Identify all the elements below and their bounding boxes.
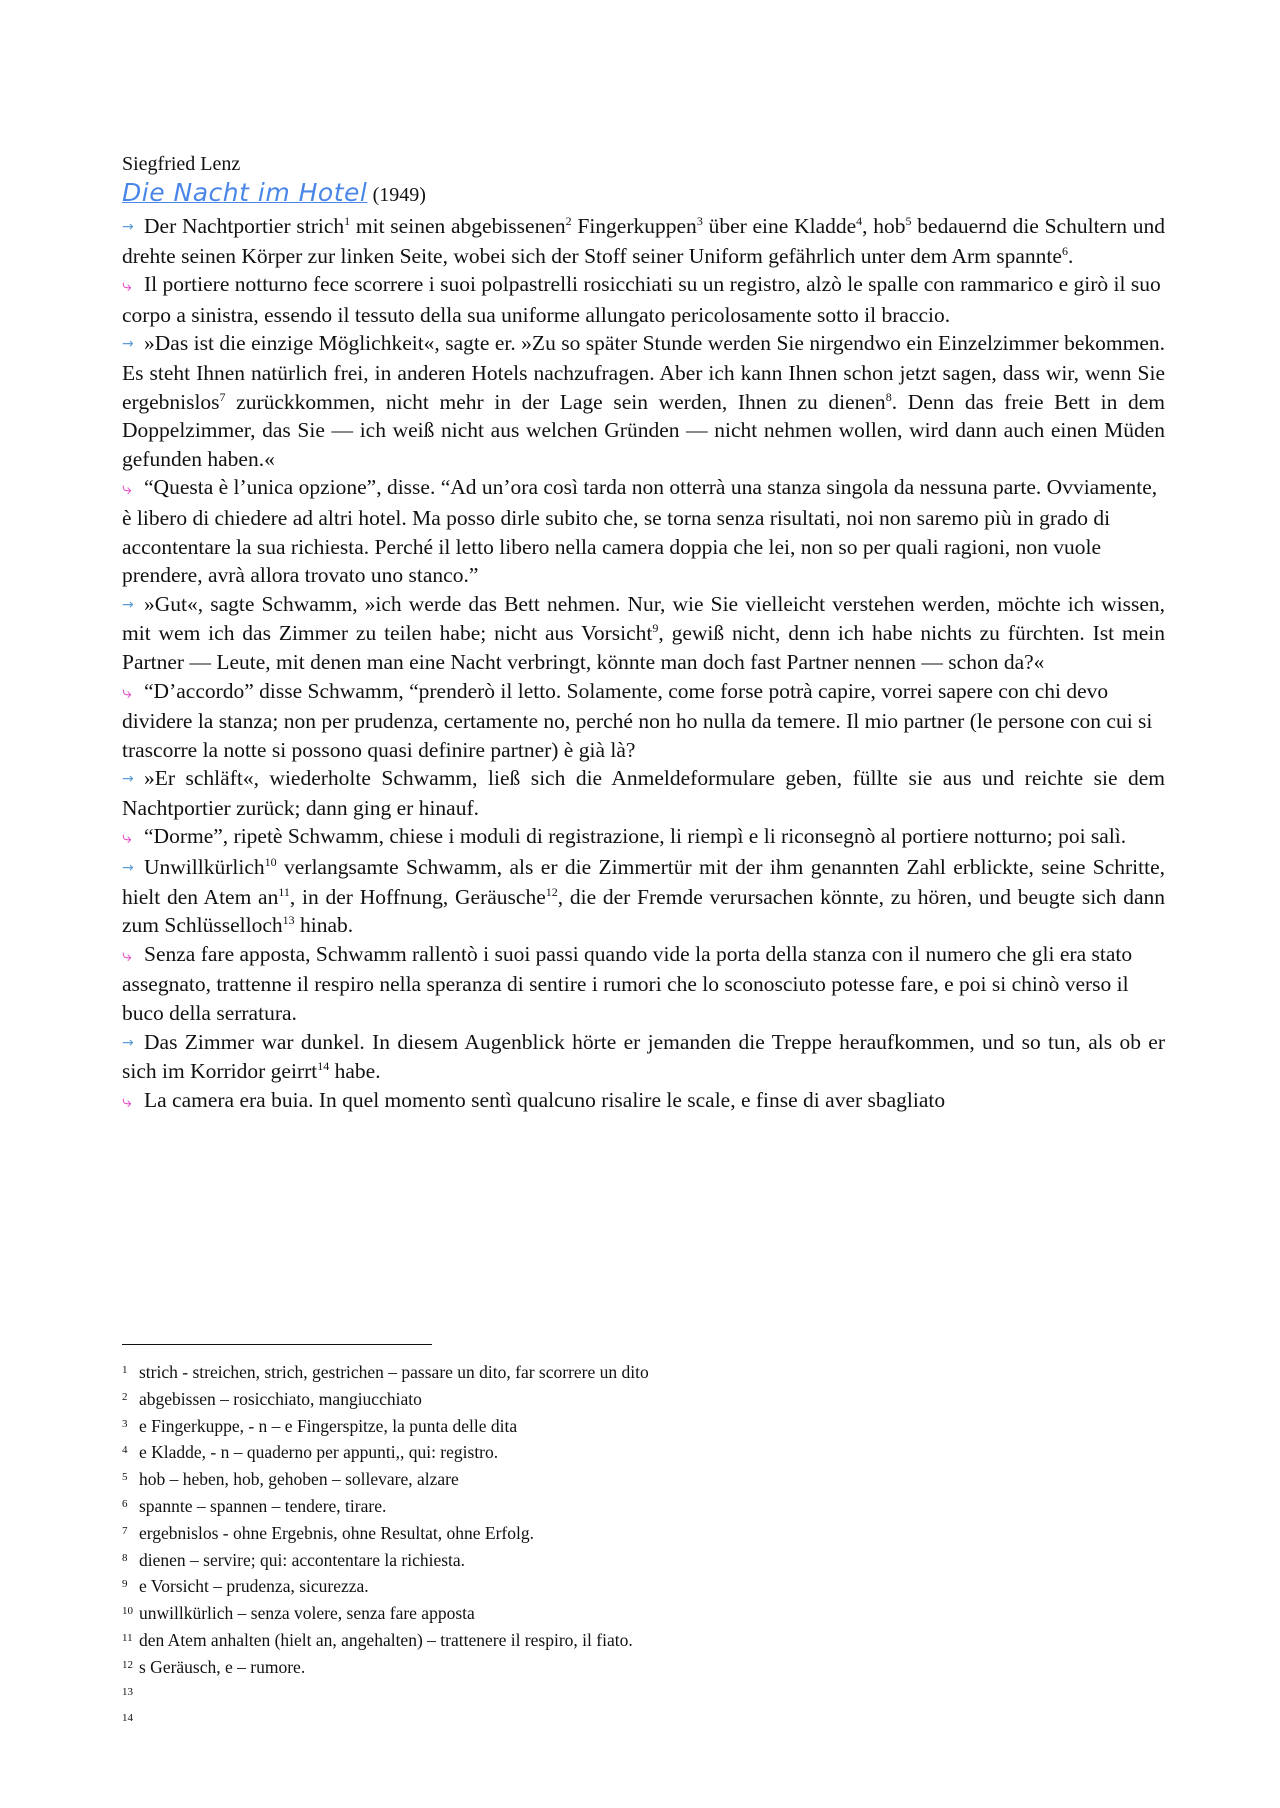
german-paragraph xyxy=(122,1028,1165,1086)
story-text xyxy=(122,212,1165,1116)
footnote xyxy=(122,1599,1122,1626)
text-run: verlangsamte Schwamm, als er die Zimmertür mit der ihm genannten Zahl erblickte, seine Schritte, hielt den Atem an xyxy=(122,855,1165,909)
italian-translation xyxy=(122,940,1165,1028)
arrow-right-icon: → xyxy=(122,1034,134,1051)
footnote-ref: 9 xyxy=(652,621,659,636)
footnote-number: 11 xyxy=(122,1631,133,1644)
footnote xyxy=(122,1572,1122,1599)
footnote-number: 7 xyxy=(122,1524,128,1537)
italian-translation xyxy=(122,677,1165,765)
text-run: Senza fare apposta, Schwamm rallentò i suoi passi quando vide la porta della stanza con il numero che gli era stato assegnato, trattenne il respiro nella speranza di sentire i rumori che lo sconosciuto potesse fare, e poi si chinò verso il buco della serratura. xyxy=(122,941,1133,1026)
german-paragraph xyxy=(122,329,1165,473)
german-paragraph xyxy=(122,764,1165,822)
hook-arrow-icon: ⤷ xyxy=(122,479,132,500)
footnote-ref: 12 xyxy=(545,884,558,899)
arrow-right-icon: → xyxy=(122,596,134,613)
footnote-text: s Geräusch, e – rumore. xyxy=(139,1656,306,1677)
text-run: Il portiere notturno fece scorrere i suoi polpastrelli rosicchiati su un registro, alzò le spalle con rammarico e girò il suo corpo a sinistra, essendo il tessuto della sua uniforme allungato pericolosamente sotto il braccio. xyxy=(122,272,1161,327)
text-run: “D’accordo” disse Schwamm, “prenderò il letto. Solamente, come forse potrà capire, vorrei sapere con chi devo dividere la stanza; non per prudenza, certamente no, perché non ho nulla da temere. Il mio partner (le persone con cui si trascorre la notte si possono quasi definire partner) è già là? xyxy=(122,678,1153,762)
footnote-number: 8 xyxy=(122,1551,128,1564)
title-line xyxy=(122,178,1165,210)
text-run: »Gut«, sagte Schwamm, »ich werde das Bett nehmen. Nur, wie Sie vielleicht verstehen werden, möchte ich wissen, mit wem ich das Zimmer zu teilen habe; nicht aus Vorsicht xyxy=(122,591,1165,646)
footnote xyxy=(122,1626,1122,1653)
footnote-ref: 10 xyxy=(264,854,277,869)
footnote-text: abgebissen – rosicchiato, mangiucchiato xyxy=(139,1388,422,1409)
footnote-ref: 1 xyxy=(344,213,351,228)
text-run: »Das ist die einzige Möglichkeit«, sagte er. »Zu so später Stunde werden Sie nirgendwo ein Einzelzimmer bekommen. Es steht Ihnen natürlich frei, in anderen Hotels nachzufragen. Aber ich kann Ihnen schon jetzt sagen, dass wir, wenn Sie ergebnislos xyxy=(122,331,1165,414)
footnote xyxy=(122,1412,1122,1439)
text-run: , hob xyxy=(862,214,906,238)
arrow-right-icon: → xyxy=(122,336,134,353)
footnote-text: ergebnislos - ohne Ergebnis, ohne Resultat, ohne Erfolg. xyxy=(139,1522,534,1543)
italian-translation xyxy=(122,270,1165,329)
german-paragraph xyxy=(122,212,1165,270)
footnotes xyxy=(122,1358,1122,1733)
text-run: »Er schläft«, wiederholte Schwamm, ließ sich die Anmeldeformulare geben, füllte sie aus und reichte sie dem Nachtportier zurück; dann ging er hinauf. xyxy=(122,766,1165,820)
text-run: “Dorme”, ripetè Schwamm, chiese i moduli di registrazione, li riempì e li riconsegnò al portiere notturno; poi salì. xyxy=(144,824,1127,849)
text-run: Fingerkuppen xyxy=(571,214,697,238)
footnote-number: 13 xyxy=(122,1685,133,1698)
author-name: Siegfried Lenz xyxy=(122,153,241,175)
footnote-number: 6 xyxy=(122,1497,128,1510)
italian-translation xyxy=(122,822,1165,853)
footnote-text: e Fingerkuppe, - n – e Fingerspitze, la punta delle dita xyxy=(139,1415,518,1436)
footnote-ref: 3 xyxy=(696,213,703,228)
text-run: , in der Hoffnung, Geräusche xyxy=(289,884,546,909)
italian-translation xyxy=(122,473,1165,589)
footnote-number: 5 xyxy=(122,1471,128,1484)
text-run: Der Nachtportier strich xyxy=(144,214,345,238)
german-paragraph xyxy=(122,590,1165,677)
footnote xyxy=(122,1438,1122,1465)
footnote-separator xyxy=(122,1344,432,1345)
document-page xyxy=(122,150,1165,1116)
footnote xyxy=(122,1385,1122,1412)
footnote-number: 9 xyxy=(122,1578,128,1591)
text-run: Unwillkürlich xyxy=(144,855,265,880)
footnote-number: 4 xyxy=(122,1444,128,1457)
footnote-text: hob – heben, hob, gehoben – sollevare, alzare xyxy=(139,1469,459,1490)
footnote xyxy=(122,1492,1122,1519)
arrow-right-icon: → xyxy=(122,860,134,877)
footnote-number: 2 xyxy=(122,1390,128,1403)
hook-arrow-icon: ⤷ xyxy=(122,276,132,297)
text-run: mit seinen abgebissenen xyxy=(350,214,566,238)
footnote-ref: 14 xyxy=(317,1059,330,1074)
text-run: Das Zimmer war dunkel. In diesem Augenblick hörte er jemanden die Treppe heraufkommen, und so tun, als ob er sich im Korridor geirrt xyxy=(122,1029,1165,1084)
footnote-text: e Vorsicht – prudenza, sicurezza. xyxy=(139,1576,369,1597)
footnote xyxy=(122,1680,1122,1707)
footnote-text: unwillkürlich – senza volere, senza fare apposta xyxy=(139,1603,475,1624)
hook-arrow-icon: ⤷ xyxy=(122,682,132,703)
footnote-ref: 13 xyxy=(282,913,295,928)
footnote xyxy=(122,1519,1122,1546)
text-run: . xyxy=(1067,243,1074,268)
text-run: , die der Fremde verursachen könnte, zu hören, und beugte sich dann zum Schlüsselloch xyxy=(122,884,1166,938)
footnote xyxy=(122,1465,1122,1492)
hook-arrow-icon: ⤷ xyxy=(122,1091,132,1112)
footnote-number: 10 xyxy=(122,1605,133,1618)
footnote xyxy=(122,1706,1122,1733)
footnote-text: spannte – spannen – tendere, tirare. xyxy=(139,1495,387,1516)
text-run: über eine Kladde xyxy=(702,214,857,238)
arrow-right-icon: → xyxy=(122,219,134,235)
text-run: . Denn das freie Bett in dem Doppelzimmer, das Sie — ich weiß nicht aus welchen Gründen — nicht nehmen wollen, wird dann auch einen Müden gefunden haben.« xyxy=(122,389,1165,471)
arrow-right-icon: → xyxy=(122,771,134,788)
footnote-ref: 6 xyxy=(1061,243,1068,258)
text-run: , gewiß nicht, denn ich habe nichts zu fürchten. Ist mein Partner — Leute, mit denen man eine Nacht verbringt, könnte man doch fast Partner nennen — schon da?« xyxy=(122,621,1165,674)
italian-translation xyxy=(122,1086,1165,1117)
footnote-ref: 8 xyxy=(885,389,892,404)
hook-arrow-icon: ⤷ xyxy=(122,945,132,966)
footnote-number: 1 xyxy=(122,1364,128,1376)
text-run: “Questa è l’unica opzione”, disse. “Ad un’ora così tarda non otterrà una stanza singola da nessuna parte. Ovviamente, è libero di chiedere ad altri hotel. Ma posso dirle subito che, se torna senza risultati, noi non saremo più in grado di accontentare la sua richiesta. Perché il letto libero nella camera doppia che lei, non so per quali ragioni, non vuole prendere, avrà allora trovato uno stanco.” xyxy=(122,475,1158,588)
story-title: Die Nacht im Hotel xyxy=(122,178,368,207)
footnote-ref: 11 xyxy=(278,884,290,899)
footnote-number: 3 xyxy=(122,1417,128,1430)
footnote xyxy=(122,1358,1122,1385)
text-run: hinab. xyxy=(294,913,354,938)
footnote-ref: 5 xyxy=(905,213,912,228)
text-run: zurückkommen, nicht mehr in der Lage sein werden, Ihnen zu dienen xyxy=(225,389,886,414)
footnote-text: e Kladde, - n – quaderno per appunti,, qui: registro. xyxy=(139,1442,499,1463)
text-run: bedauernd die Schultern und drehte seinen Körper zur linken Seite, wobei sich der Stoff seiner Uniform gefährlich unter dem Arm spannte xyxy=(122,214,1165,268)
text-run: habe. xyxy=(329,1059,381,1084)
footnote-number: 12 xyxy=(122,1658,133,1671)
german-paragraph xyxy=(122,853,1165,940)
footnote xyxy=(122,1653,1122,1680)
story-year: (1949) xyxy=(372,184,426,206)
footnote-ref: 2 xyxy=(565,213,572,228)
footnote-text: den Atem anhalten (hielt an, angehalten) – trattenere il respiro, il fiato. xyxy=(139,1629,633,1650)
footnote xyxy=(122,1546,1122,1573)
footnote-ref: 7 xyxy=(219,389,226,404)
footnote-number: 14 xyxy=(122,1712,133,1725)
footnote-text: dienen – servire; qui: accontentare la richiesta. xyxy=(139,1549,466,1570)
text-run: La camera era buia. In quel momento sentì qualcuno risalire le scale, e finse di aver sbagliato xyxy=(144,1087,946,1112)
footnote-text: strich - streichen, strich, gestrichen – passare un dito, far scorrere un dito xyxy=(139,1362,649,1382)
footnote-ref: 4 xyxy=(856,213,863,228)
hook-arrow-icon: ⤷ xyxy=(122,828,132,849)
